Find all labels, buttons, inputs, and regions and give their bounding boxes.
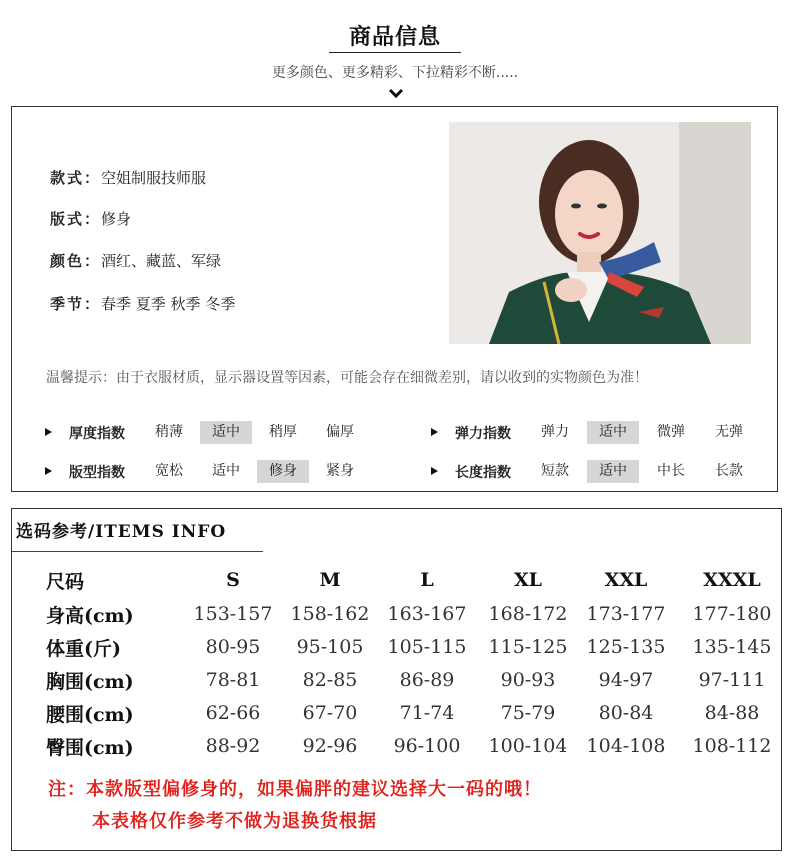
index-option: 适中: [587, 421, 639, 444]
index-label: 版型指数: [69, 465, 125, 481]
attr-style: 款式：空姐制服技师服: [50, 169, 207, 187]
product-info-panel: [11, 106, 778, 492]
section-subtitle: 更多颜色、更多精彩、下拉精彩不断.....: [271, 65, 519, 81]
size-cell: 108-112: [692, 735, 772, 757]
size-cell: 88-92: [205, 735, 261, 757]
triangle-right-icon: [431, 467, 438, 475]
size-cell: 158-162: [290, 603, 370, 625]
attr-season: 季节：春季 夏季 秋季 冬季: [50, 295, 236, 313]
size-cell: 90-93: [500, 669, 556, 691]
index-option: 长款: [715, 463, 743, 479]
size-cell: 100-104: [488, 735, 568, 757]
chevron-down-icon: [387, 86, 405, 102]
title-underline: [329, 52, 461, 53]
size-cell: 84-88: [704, 702, 760, 724]
size-row-label: 臀围(cm): [46, 737, 134, 759]
size-column-header: S: [226, 569, 240, 591]
index-label: 厚度指数: [69, 426, 125, 442]
index-label: 长度指数: [455, 465, 511, 481]
triangle-right-icon: [45, 467, 52, 475]
index-option: 无弹: [715, 424, 743, 440]
size-cell: 86-89: [399, 669, 455, 691]
size-column-header: M: [319, 569, 341, 591]
attr-color: 颜色：酒红、藏蓝、军绿: [50, 252, 222, 270]
section-title: 商品信息: [348, 25, 441, 50]
size-cell: 92-96: [302, 735, 358, 757]
index-option: 宽松: [155, 463, 183, 479]
size-row-label: 身高(cm): [46, 605, 134, 627]
size-cell: 105-115: [387, 636, 467, 658]
size-cell: 104-108: [586, 735, 666, 757]
size-cell: 115-125: [488, 636, 568, 658]
size-cell: 96-100: [393, 735, 461, 757]
index-option: 适中: [200, 421, 252, 444]
size-cell: 135-145: [692, 636, 772, 658]
index-option: 适中: [212, 463, 240, 479]
index-label: 弹力指数: [455, 426, 511, 442]
index-option: 适中: [587, 460, 639, 483]
size-column-header: XXL: [604, 569, 648, 591]
model-photo: [449, 122, 751, 344]
index-option: 稍厚: [269, 424, 297, 440]
index-option: 弹力: [541, 424, 569, 440]
attr-fit: 版式：修身: [50, 210, 132, 228]
index-option: 偏厚: [326, 424, 354, 440]
size-note: 注：本款版型偏修身的，如果偏胖的建议选择大一码的哦！: [48, 779, 542, 800]
size-cell: 75-79: [500, 702, 556, 724]
size-column-header: L: [420, 569, 434, 591]
size-column-header: XXXL: [703, 569, 761, 591]
color-notice: 温馨提示：由于衣服材质，显示器设置等因素，可能会存在细微差别，请以收到的实物颜色为准！: [46, 370, 648, 386]
triangle-right-icon: [45, 428, 52, 436]
size-cell: 163-167: [387, 603, 467, 625]
size-cell: 82-85: [302, 669, 358, 691]
size-header-label: 尺码: [46, 571, 85, 593]
index-option: 紧身: [326, 463, 354, 479]
index-option: 稍薄: [155, 424, 183, 440]
index-option: 中长: [657, 463, 685, 479]
size-title-underline: [12, 551, 263, 552]
size-cell: 168-172: [488, 603, 568, 625]
triangle-right-icon: [431, 428, 438, 436]
size-cell: 177-180: [692, 603, 772, 625]
size-column-header: XL: [513, 569, 543, 591]
size-row-label: 体重(斤): [46, 638, 121, 660]
size-cell: 80-84: [598, 702, 654, 724]
size-cell: 97-111: [698, 669, 766, 691]
index-option: 短款: [541, 463, 569, 479]
size-cell: 94-97: [598, 669, 654, 691]
size-table-title: 选码参考/ITEMS INFO: [16, 522, 227, 542]
size-table-panel: [11, 508, 782, 851]
index-option: 微弹: [657, 424, 685, 440]
size-row-label: 胸围(cm): [46, 671, 134, 693]
size-cell: 67-70: [302, 702, 358, 724]
size-cell: 80-95: [205, 636, 261, 658]
size-cell: 153-157: [193, 603, 273, 625]
size-cell: 78-81: [205, 669, 261, 691]
size-cell: 62-66: [205, 702, 261, 724]
size-cell: 95-105: [296, 636, 364, 658]
size-cell: 71-74: [399, 702, 455, 724]
size-cell: 125-135: [586, 636, 666, 658]
size-note-disclaimer: 本表格仅作参考不做为退换货根据: [92, 811, 377, 832]
size-cell: 173-177: [586, 603, 666, 625]
size-row-label: 腰围(cm): [46, 704, 134, 726]
index-option: 修身: [257, 460, 309, 483]
